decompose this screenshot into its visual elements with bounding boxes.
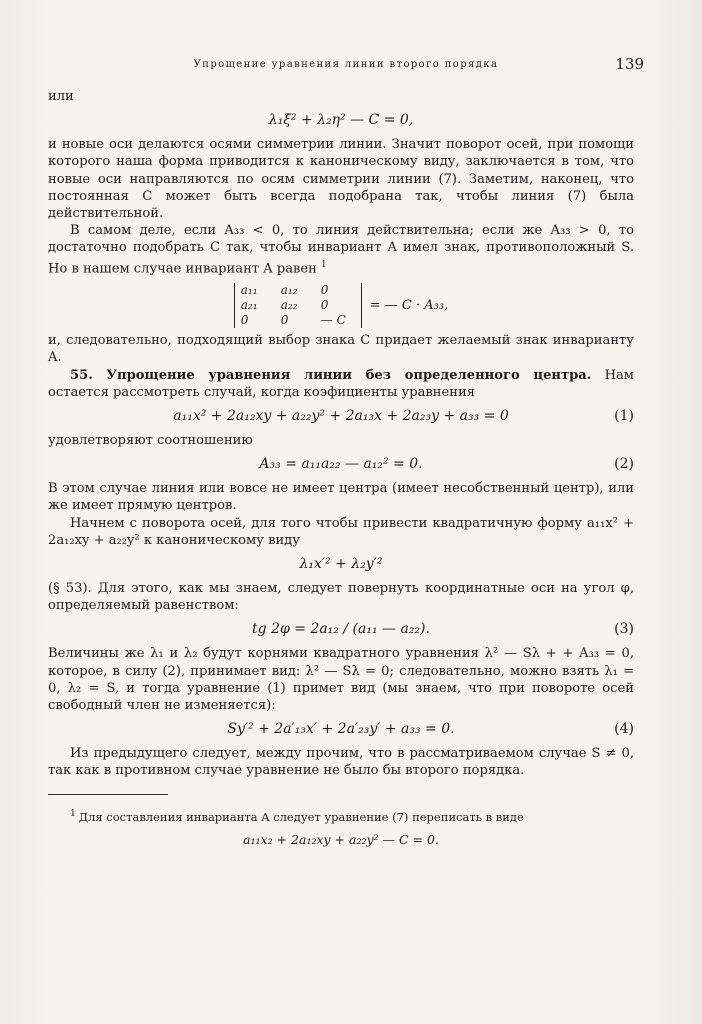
matrix-cell: 0 bbox=[320, 283, 329, 298]
matrix-cell: a₂₁ bbox=[240, 298, 258, 313]
paragraph-4: удовлетворяют соотношению bbox=[48, 433, 253, 448]
equation-2 bbox=[48, 454, 634, 474]
invariant-determinant bbox=[48, 283, 634, 328]
equation-3 bbox=[48, 619, 634, 639]
matrix-cell: 0 bbox=[240, 313, 249, 328]
equation-1-body: a₁₁x² + 2a₁₂xy + a₂₂y² + 2a₁₃x + 2a₂₃y + a₃₃ = 0 bbox=[173, 408, 509, 424]
paragraph-8: Величины же λ₁ и λ₂ будут корнями квадратного уравнения λ² — Sλ + + A₃₃ = 0, которое, в силу (2), принимает вид: λ² — Sλ = 0; следовательно, можно взять λ₁ = 0, λ₂ = S, и тогда уравнение (1) примет вид (мы знаем, что при повороте осей свободный член не изменяется): bbox=[48, 646, 634, 714]
matrix-cell: 0 bbox=[280, 313, 289, 328]
footnote-text: Для составления инварианта A следует уравнение (7) переписать в виде bbox=[78, 809, 524, 824]
paragraph-2 bbox=[48, 222, 634, 277]
page-number: 139 bbox=[615, 55, 644, 73]
equation-3-number: (3) bbox=[614, 621, 634, 638]
matrix-cell: 0 bbox=[320, 298, 329, 313]
paragraph-6: Начнем с поворота осей, для того чтобы привести квадратичную форму a₁₁x² + 2a₁₂xy + a₂₂y² к каноническому виду bbox=[48, 515, 634, 548]
equation-4 bbox=[48, 719, 634, 739]
running-head: Упрощение уравнения линии второго порядка bbox=[193, 59, 499, 70]
paragraph-or: или bbox=[48, 89, 74, 104]
footnote-marker: 1 bbox=[70, 808, 76, 819]
paragraph-1: и новые оси делаются осями симметрии линии. Значит поворот осей, при помощи которого наша форма приводится к каноническому виду, заключается в том, что новые оси направляются по осям симметрии линии (7). Заметим, наконец, что постоянная C может быть всегда подобрана так, чтобы линия (7) была действительной. bbox=[48, 137, 634, 222]
determinant-value: = — C · A₃₃, bbox=[369, 298, 449, 314]
footnote-formula: a₁₁x₂ + 2a₁₂xy + a₂₂y² — C = 0. bbox=[243, 832, 439, 848]
equation-1-number: (1) bbox=[614, 408, 634, 424]
section-text: Нам остается рассмотреть случай, когда коэфициенты уравнения bbox=[48, 367, 634, 400]
page-body bbox=[48, 88, 634, 847]
equation-4-body: Sy′² + 2a′₁₃x′ + 2a′₂₃y′ + a₃₃ = 0. bbox=[227, 721, 455, 738]
matrix-cell: a₁₁ bbox=[240, 283, 258, 298]
page-header bbox=[48, 55, 644, 77]
determinant-matrix bbox=[234, 283, 362, 328]
equation-4-number: (4) bbox=[614, 721, 634, 738]
footnote-reference: 1 bbox=[321, 259, 327, 270]
matrix-cell: a₁₂ bbox=[280, 283, 298, 298]
paragraph-9: Из предыдущего следует, между прочим, что в рассматриваемом случае S ≠ 0, так как в противном случае уравнение не было бы второго порядка. bbox=[48, 746, 634, 779]
footnote-text-line bbox=[48, 807, 634, 825]
equation-3-body: tg 2φ = 2a₁₂ / (a₁₁ — a₂₂). bbox=[252, 621, 430, 638]
footnote-divider bbox=[48, 794, 168, 795]
section-55 bbox=[48, 367, 634, 401]
equation-2-number: (2) bbox=[614, 456, 634, 473]
footnote bbox=[48, 807, 634, 848]
formula-canonical-2: λ₁x′² + λ₂y′² bbox=[299, 556, 383, 573]
paragraph-2-text: В самом деле, если A₃₃ < 0, то линия действительна; если же A₃₃ > 0, то достаточно подобрать C так, чтобы инвариант A имел знак, противоположный S. Но в нашем случае инвариант A равен bbox=[48, 223, 634, 276]
matrix-cell: — C bbox=[320, 313, 346, 328]
paragraph-5: В этом случае линия или вовсе не имеет центра (имеет несобственный центр), или же имеет прямую центров. bbox=[48, 481, 634, 514]
section-title: 55. Упрощение уравнения линии без определенного центра. bbox=[70, 367, 592, 383]
equation-1 bbox=[48, 406, 634, 426]
formula-canonical: λ₁ξ² + λ₂η² — C = 0, bbox=[268, 112, 414, 129]
equation-2-body: A₃₃ = a₁₁a₂₂ — a₁₂² = 0. bbox=[259, 456, 423, 473]
matrix-cell: a₂₂ bbox=[280, 298, 298, 313]
paragraph-7: (§ 53). Для этого, как мы знаем, следует повернуть координатные оси на угол φ, определяемый равенством: bbox=[48, 581, 634, 614]
paragraph-3: и, следовательно, подходящий выбор знака C придает желаемый знак инварианту A. bbox=[48, 333, 634, 366]
